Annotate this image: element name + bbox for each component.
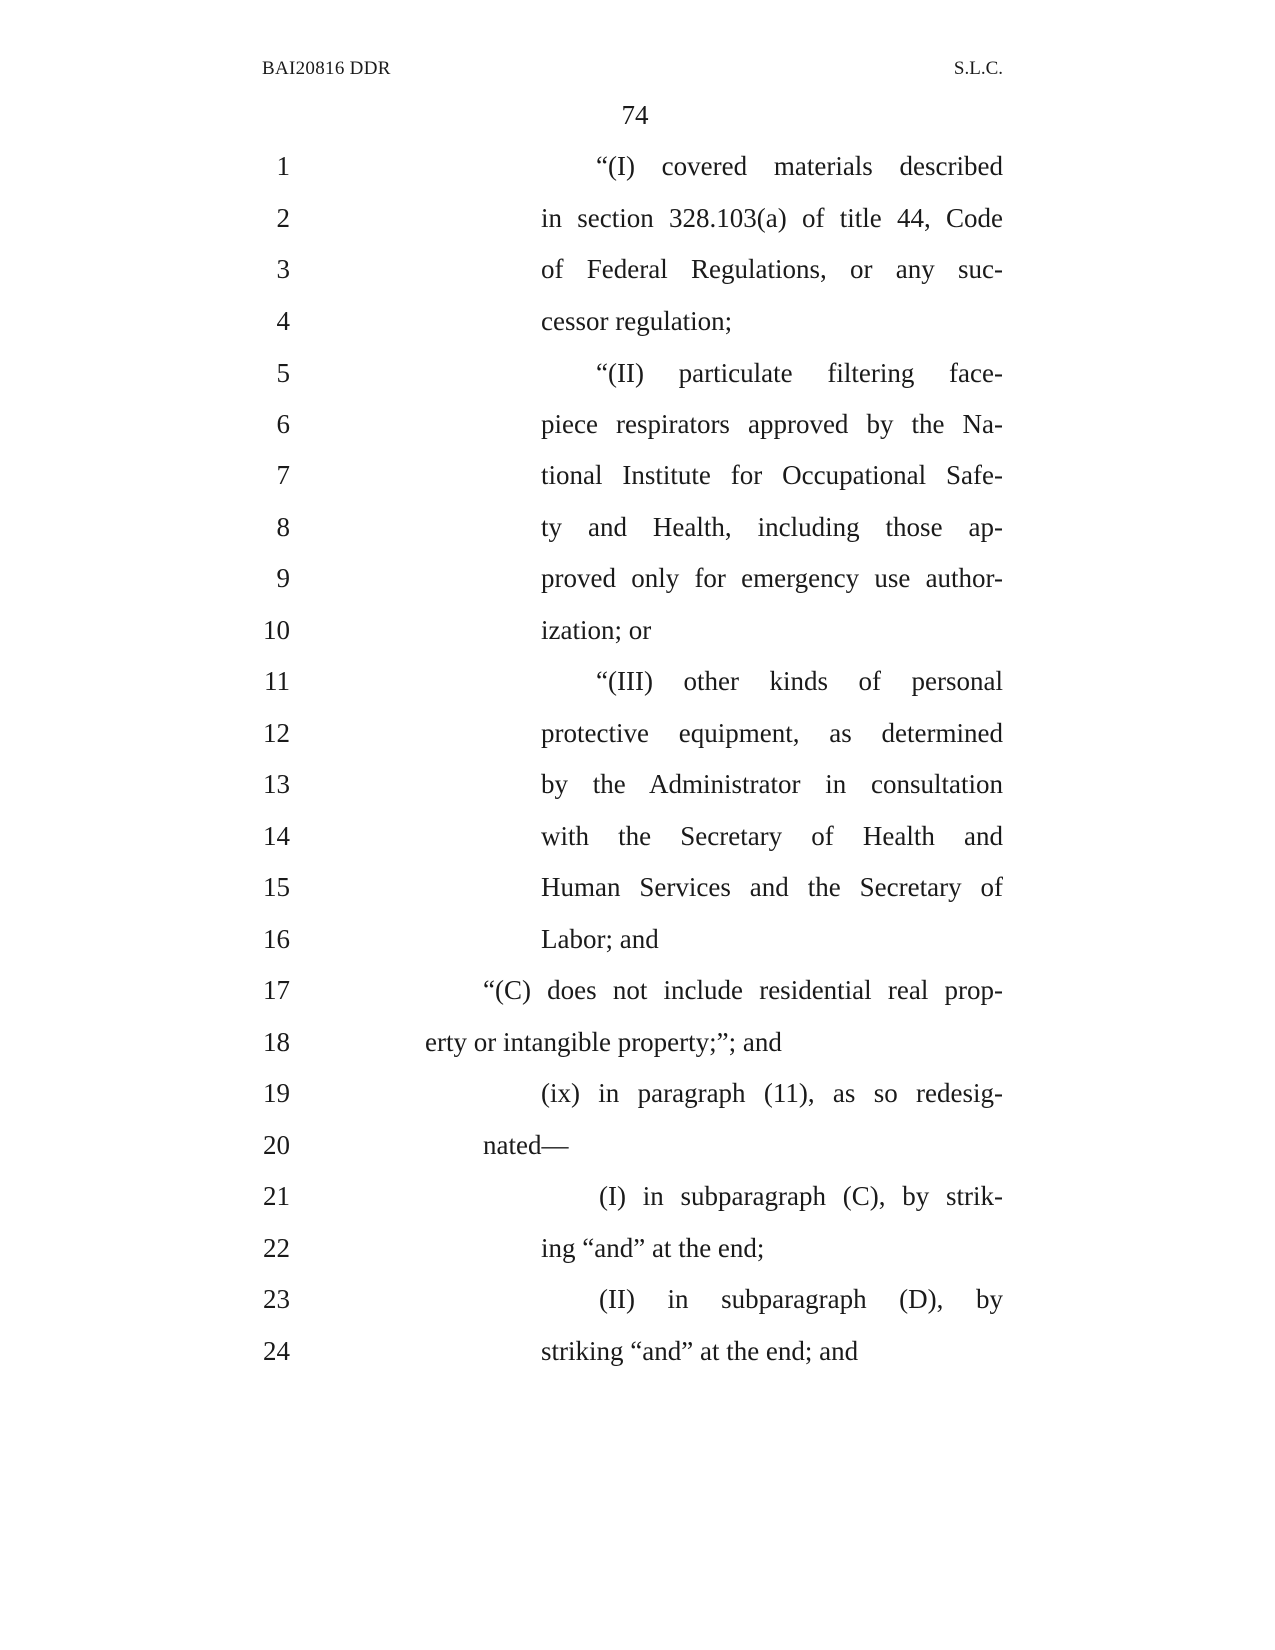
line-number: 23	[263, 1284, 290, 1314]
line-number: 7	[276, 460, 290, 490]
line-number: 16	[263, 924, 290, 954]
line-number: 24	[263, 1336, 290, 1366]
line-number: 19	[263, 1078, 290, 1108]
line-number: 8	[276, 512, 290, 542]
line-number: 12	[263, 718, 290, 748]
line-number: 20	[263, 1130, 290, 1160]
text-line: “(C) does not include residential real prop-	[483, 975, 1003, 1005]
line-number: 17	[263, 975, 290, 1005]
line-number: 10	[263, 615, 290, 645]
text-line: by the Administrator in consultation	[541, 769, 1003, 799]
text-line: (I) in subparagraph (C), by strik-	[599, 1181, 1003, 1211]
line-number: 3	[276, 254, 290, 284]
line-number: 6	[276, 409, 290, 439]
document-id: BAI20816 DDR	[262, 58, 391, 79]
text-line: tional Institute for Occupational Safe-	[541, 460, 1003, 490]
text-line: (ix) in paragraph (11), as so redesig-	[541, 1078, 1003, 1108]
text-line: (II) in subparagraph (D), by	[599, 1284, 1003, 1314]
text-line: of Federal Regulations, or any suc-	[541, 254, 1003, 284]
line-number: 18	[263, 1027, 290, 1057]
text-line: ing “and” at the end;	[541, 1233, 765, 1263]
line-number: 13	[263, 769, 290, 799]
line-number: 21	[263, 1181, 290, 1211]
text-line: ty and Health, including those ap-	[541, 512, 1003, 542]
text-line: proved only for emergency use author-	[541, 563, 1003, 593]
text-line: in section 328.103(a) of title 44, Code	[541, 203, 1003, 233]
line-number: 2	[276, 203, 290, 233]
line-number: 1	[276, 151, 290, 181]
line-number: 14	[263, 821, 290, 851]
text-line: “(II) particulate filtering face-	[596, 358, 1003, 388]
text-line: cessor regulation;	[541, 306, 733, 336]
text-line: Labor; and	[541, 924, 659, 954]
line-number: 9	[276, 563, 290, 593]
line-number: 11	[264, 666, 290, 696]
text-line: striking “and” at the end; and	[541, 1336, 859, 1366]
line-number: 5	[276, 358, 290, 388]
text-line: piece respirators approved by the Na-	[541, 409, 1003, 439]
text-line: Human Services and the Secretary of	[541, 872, 1003, 902]
text-line: “(III) other kinds of personal	[596, 666, 1003, 696]
text-line: “(I) covered materials described	[596, 151, 1003, 181]
text-line: nated—	[483, 1130, 569, 1160]
line-number: 4	[276, 306, 290, 336]
page-number: 74	[621, 100, 649, 130]
text-line: ization; or	[541, 615, 652, 645]
text-line: with the Secretary of Health and	[541, 821, 1003, 851]
line-number: 22	[263, 1233, 290, 1263]
line-number: 15	[263, 872, 290, 902]
office-code: S.L.C.	[953, 58, 1003, 79]
text-line: erty or intangible property;”; and	[425, 1027, 782, 1057]
text-line: protective equipment, as determined	[541, 718, 1003, 748]
